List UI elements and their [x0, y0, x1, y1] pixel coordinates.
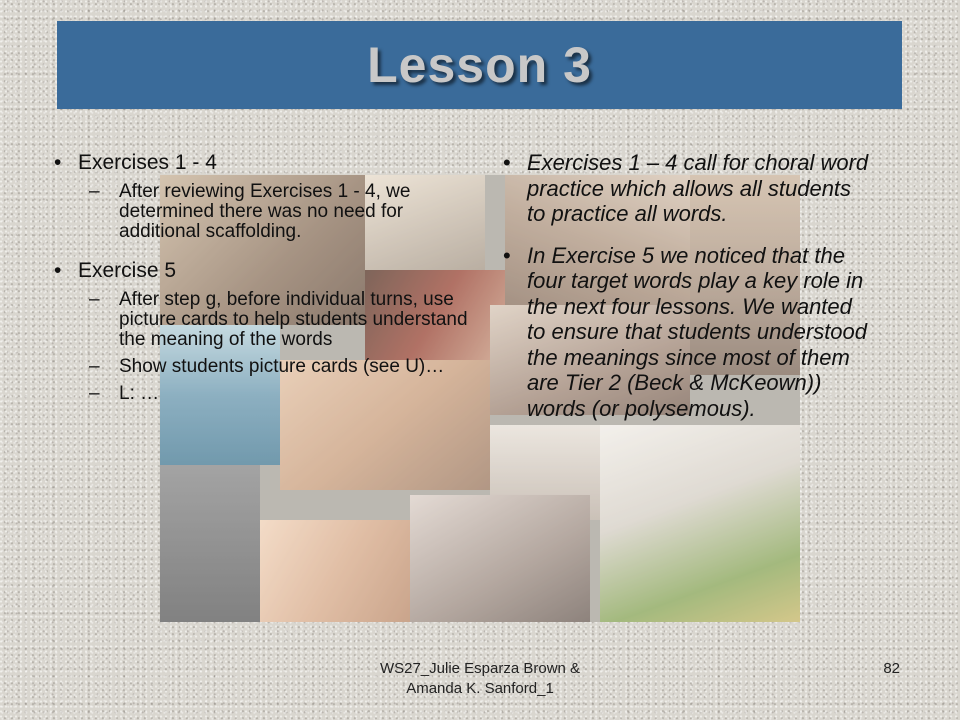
sub-bullet-list [78, 182, 473, 242]
footer-line-1: WS27_Julie Esparza Brown & [379, 660, 581, 677]
bullet-text: Exercises 1 – 4 call for choral word practice which allows all students to practice all words. [527, 150, 869, 226]
list-item [497, 150, 872, 227]
sub-bullet-text: After step g, before individual turns, use picture cards to help students understand the meaning of the words [119, 289, 468, 350]
dash-icon: – [89, 181, 100, 202]
sub-bullet-list [78, 290, 473, 404]
list-item [497, 243, 872, 422]
right-column [497, 150, 872, 421]
bullet-text: In Exercise 5 we noticed that the four target words play a key role in the next four lessons. We wanted to ensure that students understood the meanings since most of them are Tier 2 (Beck & McKeown)) words (or polysemous). [527, 242, 868, 421]
sub-list-item [78, 182, 473, 242]
bullet-icon: • [54, 259, 62, 282]
list-item [48, 150, 473, 242]
bullet-text: Exercise 5 [78, 259, 177, 282]
sub-bullet-text: Show students picture cards (see U)… [119, 356, 445, 377]
bullet-icon: • [503, 242, 511, 268]
left-bullet-list [48, 150, 473, 404]
sub-list-item [78, 290, 473, 350]
bullet-icon: • [503, 150, 511, 175]
title-bar [57, 21, 902, 109]
left-column [48, 150, 473, 411]
slide-number: 82 [883, 660, 900, 677]
bullet-icon: • [54, 151, 62, 174]
sub-list-item [78, 357, 473, 377]
dash-icon: – [89, 356, 100, 377]
slide-title: Lesson 3 [367, 37, 592, 93]
list-item [48, 258, 473, 404]
dash-icon: – [89, 383, 100, 404]
sub-bullet-text: After reviewing Exercises 1 - 4, we determined there was no need for additional scaffolding. [119, 181, 411, 242]
footer-line-2: Amanda K. Sanford_1 [406, 680, 554, 697]
sub-bullet-text: L: … [119, 383, 160, 404]
dash-icon: – [89, 289, 100, 310]
bullet-text: Exercises 1 - 4 [78, 151, 217, 174]
sub-list-item [78, 384, 473, 404]
footer-credits [335, 659, 625, 699]
right-bullet-list [497, 150, 872, 421]
